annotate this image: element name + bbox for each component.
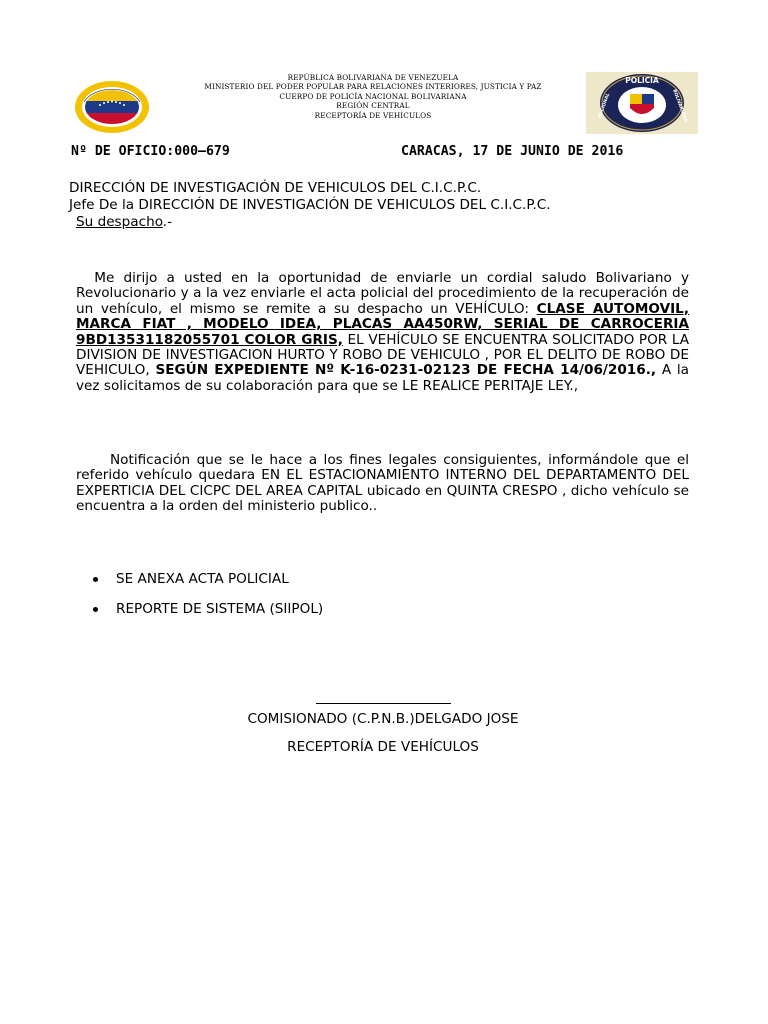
signatory-name: COMISIONADO (C.P.N.B.)DELGADO JOSE [247,711,519,727]
police-badge-logo [586,72,698,134]
bullet-icon [93,607,98,612]
vehicle-details: CLASE AUTOMOVIL, MARCA FIAT , MODELO IDEA, PLACAS AA450RW, SERIAL DE CARROCERIA 9BD13531182055701 COLOR GRIS, [76,300,690,348]
oficio-number: Nº DE OFICIO:000–679 [71,144,230,159]
svg-text:BOLIVARIANA: BOLIVARIANA [671,88,688,123]
addressee-line: DIRECCIÓN DE INVESTIGACIÓN DE VEHICULOS DEL C.I.C.P.C. [69,180,482,196]
body-paragraph-2 [76,453,689,515]
list-item [93,599,323,629]
bullet-icon [93,577,98,582]
body-paragraph-1 [76,271,689,394]
letterhead-line: REGIÓN CENTRAL [336,101,410,111]
addressee-line [69,214,729,231]
svg-text:POLICIA: POLICIA [625,76,659,85]
letterhead-line: RECEPTORÍA DE VEHICULOS [314,110,432,120]
place-date: CARACAS, 17 DE JUNIO DE 2016 [401,144,624,159]
p2-text: Notificación que se le hace a los fines legales consiguientes, informándole que el referido vehículo quedara EN EL ESTACIONAMIENTO INTERNO DEL DEPARTAMENTO DEL EXPERTICIA DEL CICPC DEL AREA CAPITAL ubicado en QUINTA CRESPO , dicho vehículo se encuentra a la orden del ministerio publico.. [76,452,689,515]
letterhead-line: REPÚBLICA BOLIVARIANA DE VENEZUELA [287,73,459,82]
svg-text:NACIONAL: NACIONAL [597,92,612,119]
addressee-line: Jefe De la DIRECCIÓN DE INVESTIGACIÓN DE VEHICULOS DEL C.I.C.P.C. [69,197,551,213]
attachment-label: SE ANEXA ACTA POLICIAL [116,571,289,587]
letterhead [160,73,586,120]
attachment-label: REPORTE DE SISTEMA (SIIPOL) [116,601,324,617]
letterhead-line: CUERPO DE POLICÍA NACIONAL BOLIVARIANA [279,91,467,101]
attachments-list [93,569,323,629]
p1-end: A la vez solicitamos de su colaboración para que se LE REALICE PERITAJE LEY., [76,362,689,394]
expediente: SEGÚN EXPEDIENTE Nº K-16-0231-02123 DE FECHA 14/06/2016., [155,362,657,379]
su-despacho: Su despacho [76,214,163,230]
addressee-block [69,180,729,231]
letterhead-line: MINISTERIO DEL PODER POPULAR PARA RELACIONES INTERIORES, JUSTICIA Y PAZ [204,82,542,92]
ministry-seal-logo [74,80,150,134]
list-item [93,569,323,599]
signatory-title: RECEPTORÍA DE VEHÍCULOS [287,739,479,755]
p1-intro: Me dirijo a usted en la oportunidad de enviarle un cordial saludo Bolivariano y Revolucionario y a la vez enviarle el acta policial del procedimiento de la recuperación de un vehículo, el mismo se remite a su despacho un VEHÍCULO: [76,270,689,317]
despacho-suffix: .- [162,214,173,230]
p1-mid: EL VEHÍCULO SE ENCUENTRA SOLICITADO POR LA DIVISION DE INVESTIGACION HURTO Y ROBO DE VEHICULO , POR EL DELITO DE ROBO DE VEHICULO, [76,331,690,379]
signature-line [316,703,451,704]
